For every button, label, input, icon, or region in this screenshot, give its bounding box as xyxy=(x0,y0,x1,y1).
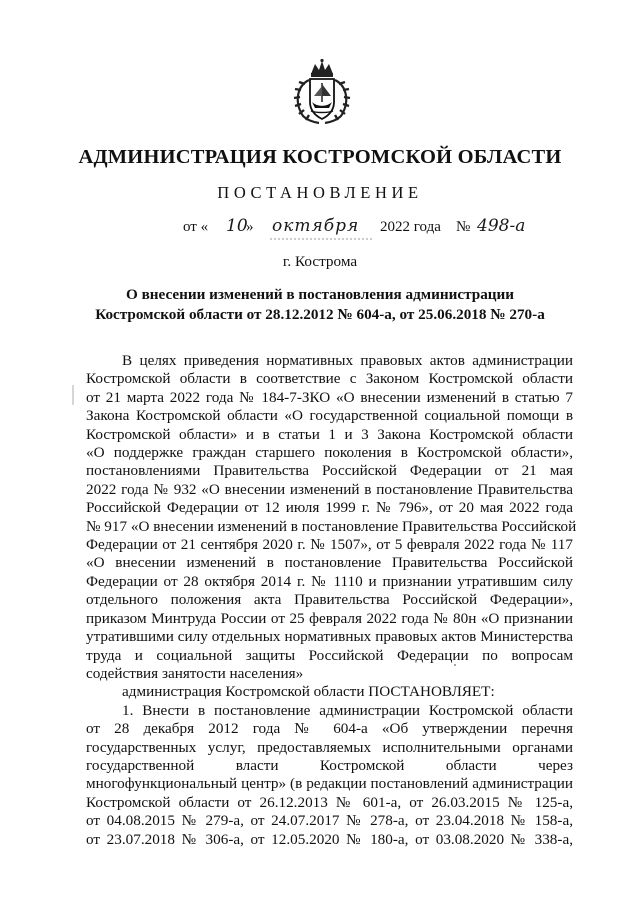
scan-mark xyxy=(452,662,458,668)
kostroma-coat-of-arms-icon xyxy=(289,58,355,126)
scan-mark xyxy=(70,385,76,405)
body-line: 1. Внести в постановление администрации Костромской области xyxy=(122,701,573,719)
body-line: администрация Костромской области ПОСТАНОВЛЯЕТ: xyxy=(122,683,495,701)
date-mid: » xyxy=(246,219,254,235)
body-line: Костромской области в соответствие с Законом Костромской области xyxy=(86,370,573,388)
title-line: О внесении изменений в постановления администрации xyxy=(125,286,515,303)
document-type: ПОСТАНОВЛЕНИЕ xyxy=(217,183,423,202)
body-line: содействия занятости населения» xyxy=(86,664,304,682)
date-day-handwritten: 10 xyxy=(226,216,248,236)
body-line: государственных услуг, предоставляемых исполнительными органами xyxy=(86,738,573,756)
body-line: многофункциональный центр» (в редакции постановлений администрации xyxy=(86,775,573,793)
body-line: Федерации от 28 октября 2014 г. № 1110 и признании утратившим силу xyxy=(86,572,573,590)
body-line: Закона Костромской области «О государственной социальной помощи в xyxy=(86,407,573,425)
date-underline xyxy=(270,236,374,242)
body-line: В целях приведения нормативных правовых актов администрации xyxy=(122,352,573,369)
body-line: Федерации от 21 сентября 2020 г. № 1507», от 5 февраля 2022 года № 117 xyxy=(86,536,573,554)
body-line: государственной власти Костромской области через xyxy=(86,756,573,774)
date-year: 2022 года xyxy=(380,219,441,235)
body-line: от 21 марта 2022 года № 184-7-ЗКО «О внесении изменений в статью 7 xyxy=(86,388,573,406)
body-line: от 04.08.2015 № 279-а, от 24.07.2017 № 278-а, от 23.04.2018 № 158-а, xyxy=(86,812,573,830)
body-line: утратившими силу отдельных нормативных правовых актов Министерства xyxy=(86,628,573,646)
city-name: г. Кострома xyxy=(282,253,358,270)
date-line xyxy=(0,216,640,246)
document-title xyxy=(90,285,550,325)
body-line: от 28 декабря 2012 года № 604-а «Об утверждении перечня xyxy=(86,720,573,738)
body-line: отдельного положения акта Правительства Российской Федерации», xyxy=(86,591,573,609)
body-line: постановлениями Правительства Российской Федерации от 21 мая xyxy=(86,462,573,480)
body-line: от 23.07.2018 № 306-а, от 12.05.2020 № 180-а, от 03.08.2020 № 338-а, xyxy=(86,830,573,848)
body-line: «О внесении изменений в постановление Правительства Российской xyxy=(86,554,573,572)
body-line: «О поддержке граждан старшего поколения в Костромской области», xyxy=(86,444,573,462)
document-body xyxy=(86,352,577,849)
body-line: труда и социальной защиты Российской Федерации по вопросам xyxy=(86,646,573,664)
body-line: 2022 года № 932 «О внесении изменений в постановление Правительства xyxy=(86,480,573,498)
date-month-handwritten: октября xyxy=(272,216,360,236)
date-prefix: от « xyxy=(183,219,209,235)
document-number-handwritten: 498-а xyxy=(477,216,526,236)
title-line: Костромской области от 28.12.2012 № 604-а, от 25.06.2018 № 270-а xyxy=(95,306,545,323)
body-line: № 917 «О внесении изменений в постановление Правительства Российской xyxy=(86,517,577,535)
body-line: Костромской области от 26.12.2013 № 601-а, от 26.03.2015 № 125-а, xyxy=(86,793,573,811)
body-line: приказом Минтруда России от 25 февраля 2022 года № 80н «О признании xyxy=(86,609,573,627)
organization-name: АДМИНИСТРАЦИЯ КОСТРОМСКОЙ ОБЛАСТИ xyxy=(78,146,562,168)
body-line: Российской Федерации от 12 июля 1999 г. № 796», от 20 мая 2022 года xyxy=(86,499,573,517)
number-label: № xyxy=(456,219,471,235)
body-line: Костромской области» и в статьи 1 и 3 Закона Костромской области xyxy=(86,425,573,443)
